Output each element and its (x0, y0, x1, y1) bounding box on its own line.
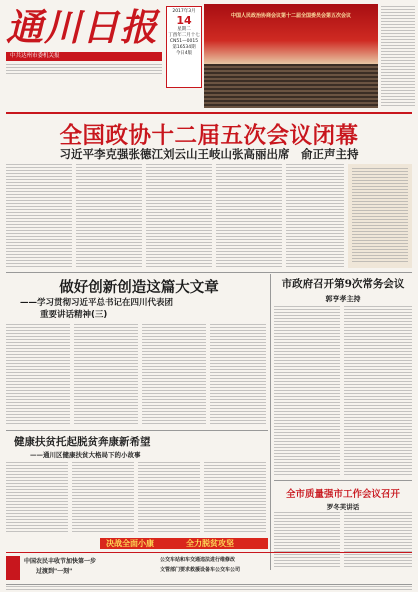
quality-byline: 罗冬芙讲话 (326, 503, 360, 511)
campaign-banner (100, 538, 268, 549)
top-photo (204, 4, 378, 108)
health-text-col-4 (204, 462, 266, 534)
teaser-left-2[interactable]: 过渡到"一刻" (36, 568, 73, 575)
feature-text-col-3 (142, 324, 206, 426)
teaser-label (6, 556, 20, 580)
issue-number: 第16534期 (172, 45, 196, 50)
feature-subtitle-1: ——学习贯彻习近平总书记在四川代表团 (20, 298, 174, 308)
audience-rows (204, 64, 378, 108)
banner-right: 全力脱贫攻坚 (186, 539, 234, 548)
banner-left: 决战全面小康 (106, 539, 154, 548)
date-weekday: 星期二 (177, 27, 191, 32)
top-photo-caption: 中国人民政治协商会议第十二届全国委员会第五次会议 (230, 13, 351, 19)
vertical-divider (270, 274, 271, 570)
section-rule-1 (6, 272, 412, 273)
lead-text-col-2 (76, 164, 142, 268)
masthead-tagline: 中共达州市委机关报 (10, 53, 60, 59)
date-day: 14 (176, 14, 192, 27)
page-count: 今日4版 (175, 51, 193, 56)
photo-caption-column (381, 6, 415, 106)
feature-text-col-2 (74, 324, 138, 426)
feature-subtitle-2: 重要讲话精神(三) (40, 310, 108, 320)
health-text-col-2 (72, 462, 134, 534)
teaser-left-1[interactable]: 中国农民丰收节加快第一步 (24, 558, 97, 565)
teaser-right-1[interactable]: 公交车站和车交通违法进行维修改 (160, 557, 236, 563)
section-rule-2 (6, 430, 268, 431)
lead-text-col-4 (216, 164, 282, 268)
masthead-rule (6, 112, 412, 114)
footer-text (6, 586, 412, 590)
lead-subheadline: 习近平李克强张德江刘云山王岐山张高丽出席 俞正声主持 (59, 147, 359, 161)
quality-text-col-2 (344, 512, 412, 568)
feature-text-col-4 (210, 324, 266, 426)
bottom-rule (6, 584, 412, 585)
cn-number: CN51—0015 (169, 39, 199, 44)
health-text-col-3 (138, 462, 200, 534)
feature-headline: 做好创新创造这篇大文章 (59, 279, 219, 296)
lead-text-col-3 (146, 164, 212, 268)
lead-text-col-5 (286, 164, 344, 268)
council-text-col-2 (344, 306, 412, 476)
council-text-col-1 (274, 306, 340, 476)
lead-headline: 全国政协十二届五次会议闭幕 (59, 123, 359, 149)
date-lunar: 丁酉年二月十七 (168, 33, 200, 38)
masthead-info-lines (6, 64, 162, 76)
date-year-month: 2017年3月 (172, 9, 196, 14)
masthead-tagline-band (6, 52, 162, 61)
health-text-col-1 (6, 462, 68, 534)
council-headline: 市政府召开第9次常务会议 (281, 278, 405, 290)
quality-text-col-1 (274, 512, 340, 568)
feature-text-col-1 (6, 324, 70, 426)
lead-text-col-1 (6, 164, 72, 268)
quality-headline: 全市质量强市工作会议召开 (285, 489, 400, 500)
masthead-title: 通川日报 (6, 5, 158, 49)
sidebar-box-text (352, 168, 408, 264)
section-rule-3 (274, 480, 412, 481)
health-subtitle: ——通川区健康扶贫大格局下的小故事 (30, 451, 141, 459)
council-byline: 郭亨孝主持 (325, 295, 361, 303)
date-box (166, 6, 202, 88)
teaser-right-2[interactable]: 文管部门要求救援设备车公交车公司 (160, 567, 241, 573)
health-headline: 健康扶贫托起脱贫奔康新希望 (14, 436, 151, 448)
